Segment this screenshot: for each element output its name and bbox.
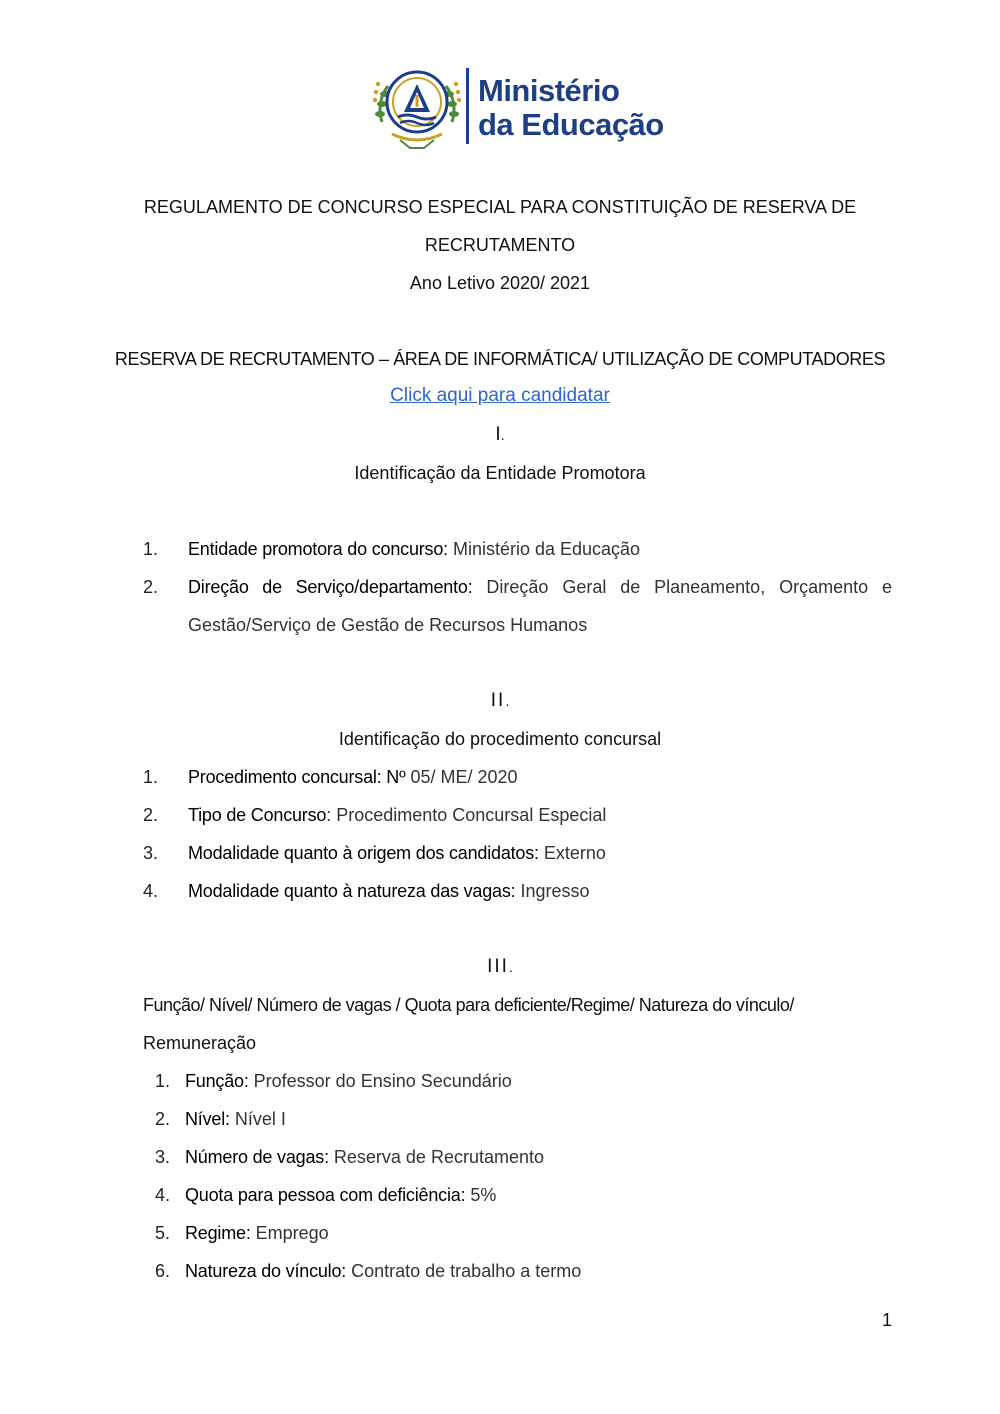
section2-item1-label: Procedimento concursal: Nº (188, 767, 406, 787)
section2-item1-number: 1. (143, 767, 159, 787)
section2-item3-value: Externo (538, 843, 606, 863)
section3-item5-label: Regime: (185, 1223, 251, 1243)
section3-item3 (185, 1145, 544, 1169)
section1-item2-number: 2. (143, 577, 159, 597)
section3-item5 (185, 1221, 329, 1245)
section2-item2 (188, 803, 606, 827)
section1-item1-value: Ministério da Educação (447, 539, 641, 559)
logo-text-line1: Ministério (478, 73, 620, 108)
section2-item3 (188, 841, 606, 865)
section2-numeral-text: II (490, 690, 506, 711)
section3-heading-line2: Remuneração (143, 1033, 257, 1053)
section3-item1 (185, 1069, 512, 1093)
section3-item3-value: Reserva de Recrutamento (328, 1147, 544, 1167)
section2-item4-number: 4. (143, 881, 159, 901)
section2-item3-label: Modalidade quanto à origem dos candidatos: (188, 843, 539, 863)
section1-item1-number: 1. (143, 539, 159, 559)
page-number: 1 (881, 1310, 892, 1330)
section2-item3-number: 3. (143, 843, 159, 863)
section1-item2-value-cont: Gestão/Serviço de Gestão de Recursos Humanos (188, 615, 588, 635)
section3-item5-number: 5. (155, 1223, 171, 1243)
section3-item2-label: Nível: (185, 1109, 230, 1129)
section2-item1 (188, 765, 518, 789)
section3-item5-value: Emprego (250, 1223, 329, 1243)
section1-heading: Identificação da Entidade Promotora (354, 463, 646, 483)
section2-numeral-dot: . (505, 693, 510, 709)
section1-item2 (188, 575, 892, 599)
section3-item4-number: 4. (155, 1185, 171, 1205)
section3-item3-label: Número de vagas: (185, 1147, 329, 1167)
ministry-logo (370, 62, 670, 154)
section2-item4-label: Modalidade quanto à natureza das vagas: (188, 881, 516, 901)
section3-item6-number: 6. (155, 1261, 171, 1281)
section1-item1 (188, 537, 640, 561)
section3-numeral-dot: . (508, 959, 513, 975)
apply-link-wrapper (0, 384, 1000, 408)
section3-item4 (185, 1183, 496, 1207)
section1-item2-label: Direção de Serviço/departamento: (188, 577, 473, 597)
section3-numeral-text: III (487, 956, 509, 977)
section3-item4-value: 5% (465, 1185, 497, 1205)
section2-item1-value: 05/ ME/ 2020 (405, 767, 518, 787)
section3-item6 (185, 1259, 581, 1283)
reserve-heading: RESERVA DE RECRUTAMENTO – ÁREA DE INFORMÁTICA/ UTILIZAÇÃO DE COMPUTADORES (114, 349, 886, 369)
section3-item6-label: Natureza do vínculo: (185, 1261, 347, 1281)
title-line1: REGULAMENTO DE CONCURSO ESPECIAL PARA CONSTITUIÇÃO DE RESERVA DE (143, 197, 857, 217)
title-line2: RECRUTAMENTO (424, 235, 576, 255)
section3-item3-number: 3. (155, 1147, 171, 1167)
section3-item2-number: 2. (155, 1109, 171, 1129)
section2-numeral (0, 689, 1000, 713)
section2-item2-value: : Procedimento Concursal Especial (326, 805, 607, 825)
section3-item2-value: Nível I (229, 1109, 286, 1129)
section2-item4 (188, 879, 590, 903)
section1-numeral (0, 423, 1000, 447)
section3-item1-number: 1. (155, 1071, 171, 1091)
section1-item2-cont (188, 613, 587, 637)
section2-item2-number: 2. (143, 805, 159, 825)
section3-numeral (0, 955, 1000, 979)
section2-item2-label: Tipo de Concurso (188, 805, 327, 825)
title-year: Ano Letivo 2020/ 2021 (409, 273, 591, 293)
section1-item1-label: Entidade promotora do concurso: (188, 539, 448, 559)
section1-item2-value: Direção Geral de Planeamento, Orçamento e (486, 577, 892, 597)
section2-item4-value: Ingresso (515, 881, 590, 901)
section3-heading-line1: Função/ Nível/ Número de vagas / Quota para deficiente/Regime/ Natureza do vínculo/ (143, 995, 794, 1015)
section1-numeral-text: I (495, 424, 501, 445)
section1-numeral-dot: . (500, 427, 505, 443)
section3-item1-value: Professor do Ensino Secundário (248, 1071, 512, 1091)
apply-link[interactable]: Click aqui para candidatar (390, 385, 610, 406)
section3-item6-value: Contrato de trabalho a termo (346, 1261, 582, 1281)
logo-text-line2: da Educação (478, 107, 664, 142)
section3-item2 (185, 1107, 286, 1131)
section2-heading: Identificação do procedimento concursal (338, 729, 662, 749)
section3-item4-label: Quota para pessoa com deficiência: (185, 1185, 466, 1205)
section3-item1-label: Função: (185, 1071, 249, 1091)
